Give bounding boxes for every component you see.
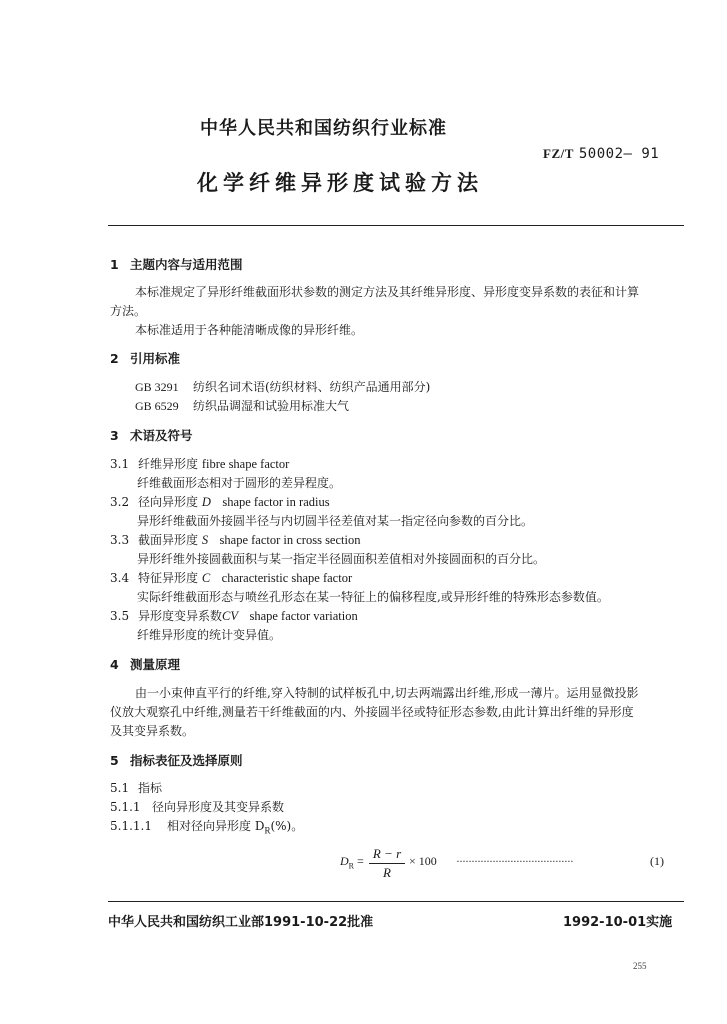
section-number: 1 [110, 257, 119, 272]
formula-equals: = [357, 854, 364, 868]
section-4-line-2: 仪放大观察孔中纤维,测量若干纤维截面的内、外接圆半径或特征形态参数,由此计算出纤维的异形度 [110, 705, 634, 719]
formula-numerator: R − r [372, 846, 402, 861]
section-number: 4 [110, 657, 119, 672]
term-name: 截面异形度 [138, 533, 199, 547]
section-1-para-1-cont: 方法。 [110, 304, 147, 318]
section-1-heading [110, 255, 243, 273]
term-number: 3.5 [110, 609, 130, 623]
term-symbol: C [201, 571, 211, 585]
standard-number [543, 146, 659, 162]
reference-name: 纺织名词术语(纺织材料、纺织产品通用部分) [193, 380, 431, 394]
term-number: 3.4 [110, 571, 130, 585]
formula-denominator: R [383, 865, 391, 880]
formula-lhs [340, 854, 364, 870]
section-title: 术语及符号 [130, 428, 193, 443]
term-name: 特征异形度 [138, 571, 199, 585]
subsection-5-1 [110, 779, 162, 796]
term-name: 径向异形度 [138, 495, 199, 509]
section-4-heading [110, 655, 180, 673]
implementation-date: 1992-10-01实施 [563, 915, 673, 930]
term-english: fibre shape factor [201, 457, 290, 471]
term-symbol: CV [222, 609, 238, 623]
subsection-label: 相对径向异形度 D [167, 819, 265, 833]
subsection-number: 5.1.1 [110, 800, 141, 814]
section-title: 指标表征及选择原则 [130, 753, 243, 768]
section-1-para-2: 本标准适用于各种能清晰成像的异形纤维。 [135, 323, 364, 337]
formula-number: (1) [650, 854, 664, 868]
term-3-2-definition: 异形纤维截面外接圆半径与内切圆半径差值对某一指定径向参数的百分比。 [137, 514, 534, 528]
section-title: 引用标准 [130, 351, 181, 366]
term-3-1 [110, 455, 289, 472]
term-3-2 [110, 493, 330, 510]
reference-name: 纺织品调湿和试验用标准大气 [193, 399, 350, 413]
section-number: 2 [110, 351, 119, 366]
formula-multiplier: × 100 [409, 854, 437, 868]
term-english: shape factor variation [249, 609, 358, 623]
section-1-para-1: 本标准规定了异形纤维截面形状参数的测定方法及其纤维异形度、异形度变异系数的表征和计算 [135, 285, 640, 299]
formula-fraction [369, 846, 405, 881]
document-org-title: 中华人民共和国纺织行业标准 [200, 118, 447, 139]
term-name: 纤维异形度 [138, 457, 199, 471]
subscript: R [264, 825, 271, 836]
term-3-4-definition: 实际纤维截面形态与喷丝孔形态在某一特征上的偏移程度,或异形纤维的特殊形态参数值。 [137, 590, 609, 604]
formula-symbol: D [340, 854, 349, 868]
subsection-number: 5.1 [110, 781, 130, 795]
subsection-suffix: (%)。 [270, 819, 304, 833]
reference-item [135, 397, 349, 414]
subsection-number: 5.1.1.1 [110, 819, 152, 833]
section-3-heading [110, 426, 193, 444]
standard-code: 50002— 91 [578, 146, 660, 162]
footer-rule [108, 901, 684, 902]
fraction-bar [369, 863, 405, 864]
section-5-heading [110, 751, 243, 769]
subsection-5-1-1 [110, 798, 284, 815]
subsection-label: 径向异形度及其变异系数 [152, 800, 285, 814]
term-3-5 [110, 607, 358, 624]
section-number: 5 [110, 753, 119, 768]
section-4-line-1: 由一小束伸直平行的纤维,穿入特制的试样板孔中,切去两端露出纤维,形成一薄片。运用显微投影 [135, 686, 639, 700]
subsection-label: 指标 [138, 781, 163, 795]
term-symbol: S [201, 533, 209, 547]
reference-code: GB 6529 [135, 399, 179, 413]
formula-subscript: R [348, 861, 355, 871]
term-3-3 [110, 531, 360, 548]
page-number: 255 [633, 961, 647, 971]
term-3-3-definition: 异形纤维外接圆截面积与某一指定半径圆面积差值相对外接圆面积的百分比。 [137, 552, 546, 566]
term-name: 异形度变异系数 [138, 609, 223, 623]
standard-prefix: FZ/T [543, 146, 574, 161]
section-4-line-3: 及其变异系数。 [110, 724, 195, 738]
section-number: 3 [110, 428, 119, 443]
subsection-5-1-1-1 [110, 817, 303, 835]
term-symbol: D [201, 495, 211, 509]
section-title: 主题内容与适用范围 [130, 257, 243, 272]
document-title: 化学纤维异形度试验方法 [197, 171, 483, 195]
term-3-5-definition: 纤维异形度的统计变异值。 [137, 628, 282, 642]
term-number: 3.3 [110, 533, 130, 547]
section-2-heading [110, 349, 180, 367]
term-number: 3.2 [110, 495, 130, 509]
term-3-4 [110, 569, 352, 586]
term-3-1-definition: 纤维截面形态相对于圆形的差异程度。 [137, 476, 342, 490]
term-english: shape factor in radius [222, 495, 330, 509]
reference-code: GB 3291 [135, 380, 179, 394]
formula-leader-dots: ······································· [456, 854, 573, 868]
header-rule [108, 225, 684, 226]
term-english: characteristic shape factor [221, 571, 353, 585]
section-title: 测量原理 [130, 657, 181, 672]
approval-line: 中华人民共和国纺织工业部1991-10-22批准 [108, 915, 374, 930]
term-number: 3.1 [110, 457, 130, 471]
term-english: shape factor in cross section [219, 533, 361, 547]
reference-item [135, 378, 430, 395]
